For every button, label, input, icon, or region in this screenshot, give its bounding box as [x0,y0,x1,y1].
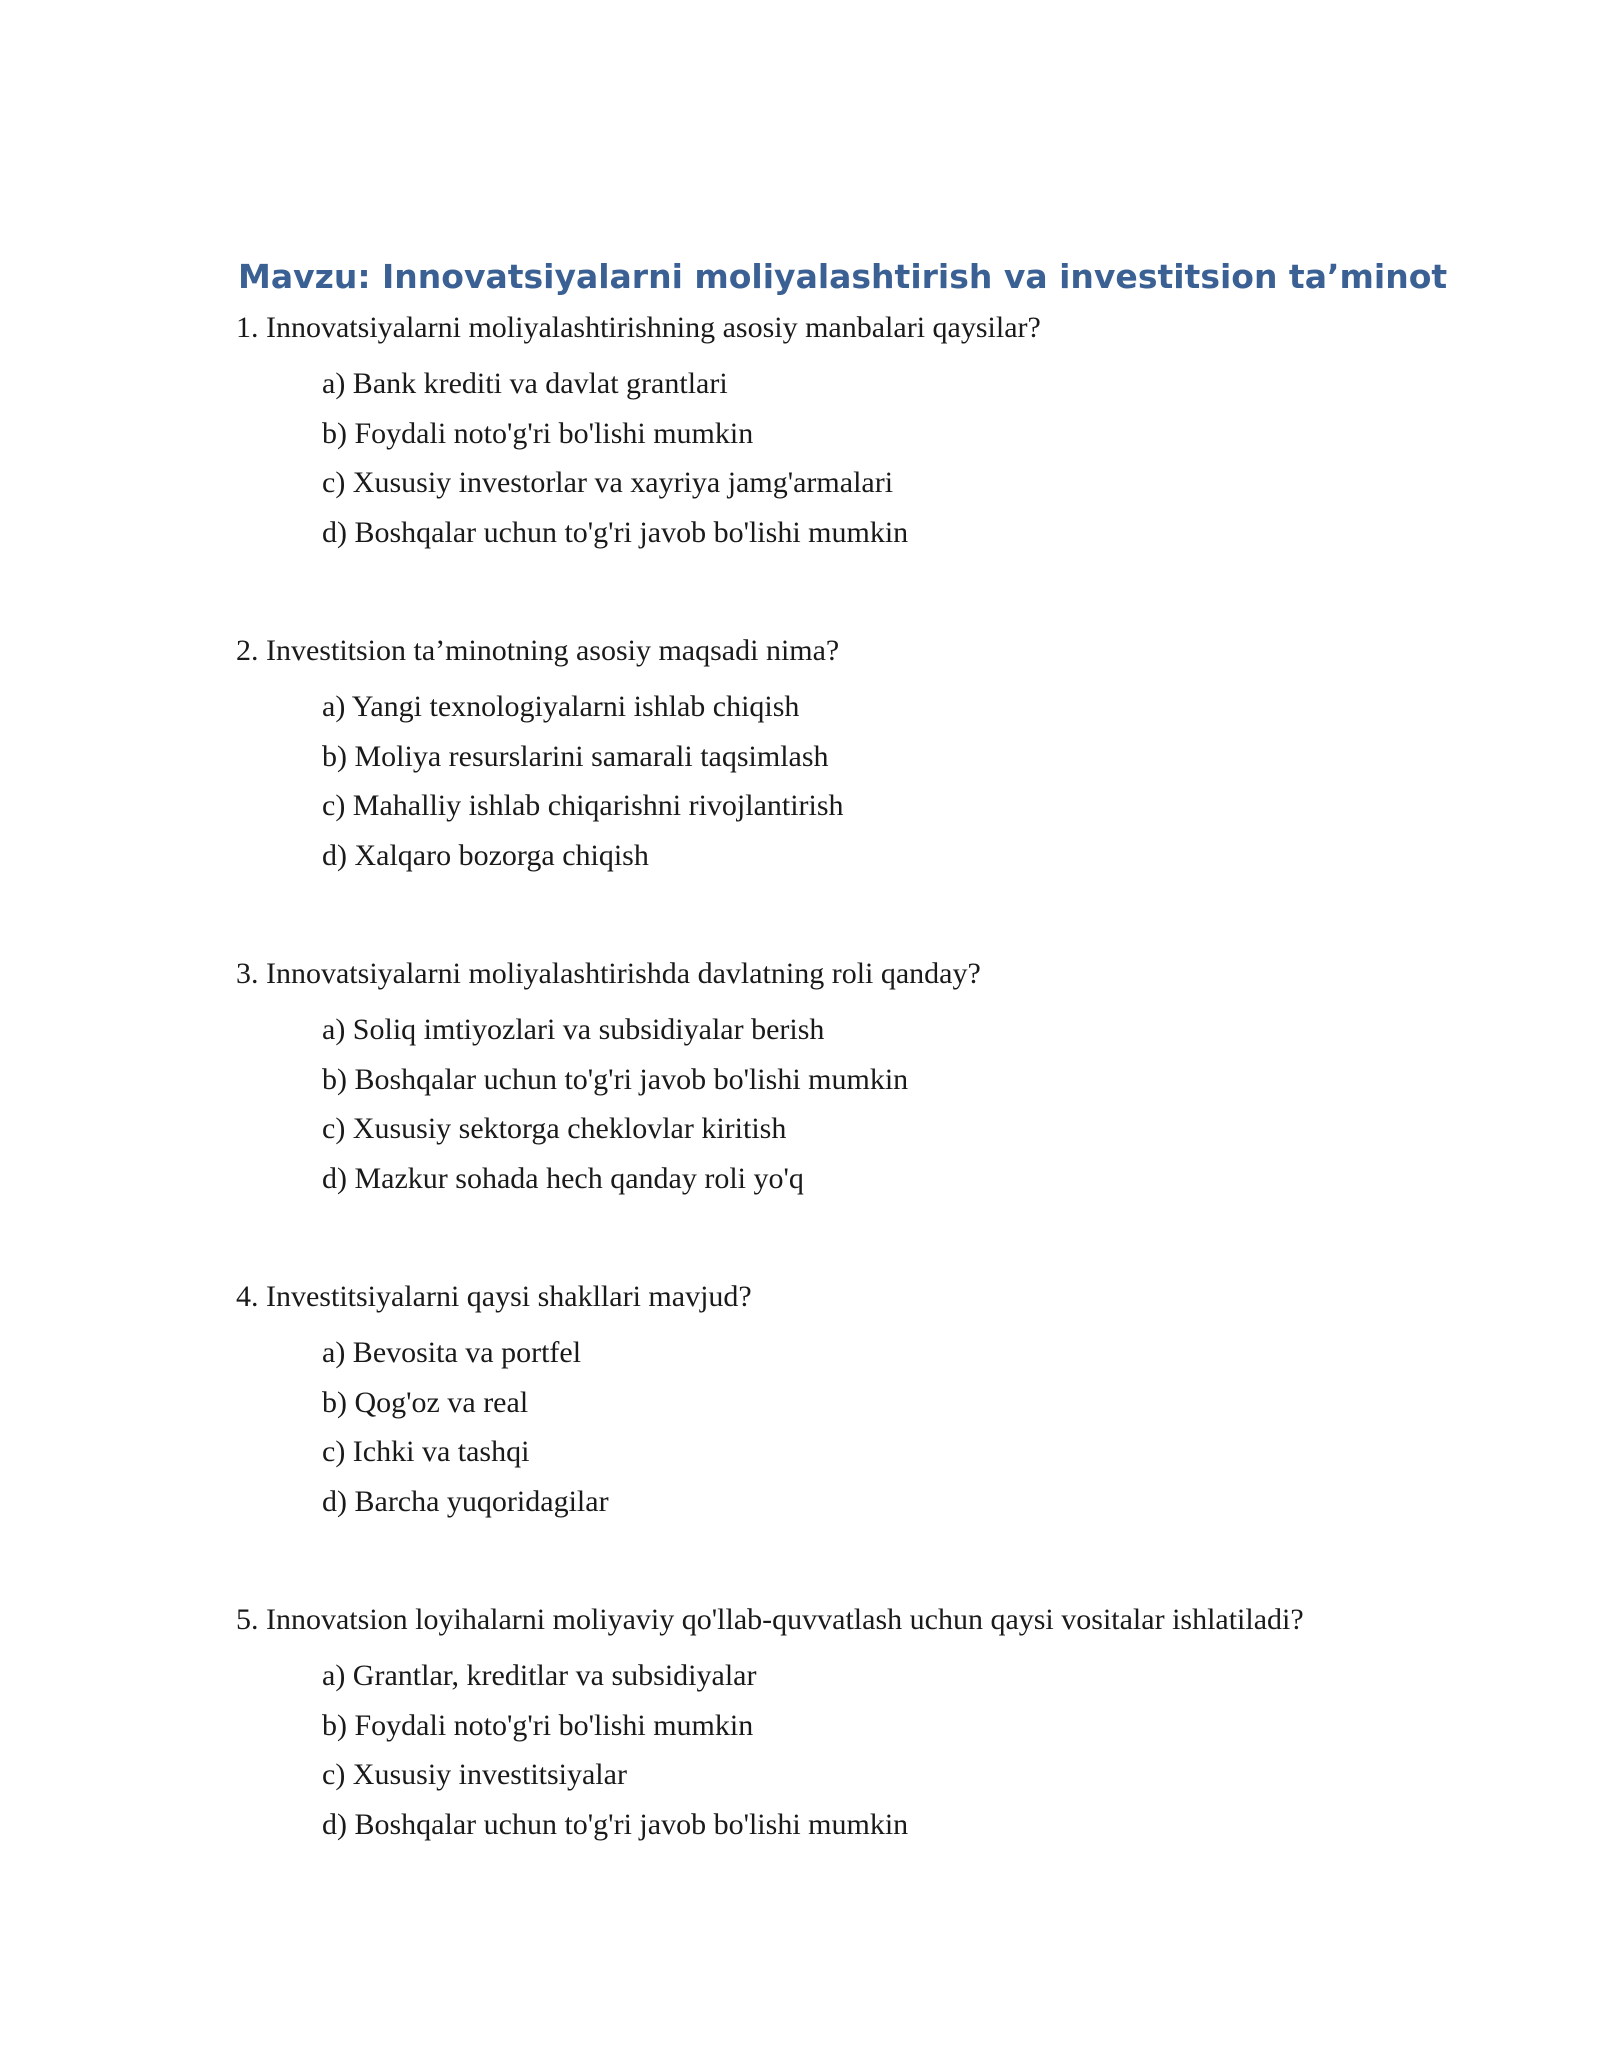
document-title: Mavzu: Innovatsiyalarni moliyalashtirish va investitsion ta’minot [238,257,1448,296]
answer-option: b) Moliya resurslarini samarali taqsimlash [322,739,829,773]
answer-option: a) Soliq imtiyozlari va subsidiyalar berish [322,1013,825,1046]
answer-options [322,1010,1516,1208]
answer-option: d) Mazkur sohada hech qanday roli yo'q [322,1161,804,1195]
answer-option: a) Yangi texnologiyalarni ishlab chiqish [322,690,800,723]
question-text: 2. Investitsion ta’minotning asosiy maqsadi nima? [236,634,840,667]
answer-option: d) Xalqaro bozorga chiqish [322,838,649,872]
answer-options [322,1656,1516,1854]
question-4 [236,1277,1516,1531]
question-3 [236,954,1516,1208]
question-text: 1. Innovatsiyalarni moliyalashtirishning asosiy manbalari qaysilar? [236,311,1041,344]
question-text: 5. Innovatsion loyihalarni moliyaviy qo'llab-quvvatlash uchun qaysi vositalar ishlatiladi? [236,1603,1304,1636]
answer-options [322,364,1516,562]
answer-option: b) Foydali noto'g'ri bo'lishi mumkin [322,1708,754,1742]
question-5 [236,1600,1516,1854]
answer-option: b) Foydali noto'g'ri bo'lishi mumkin [322,416,754,450]
answer-option: c) Xususiy investitsiyalar [322,1758,627,1791]
question-2 [236,631,1516,885]
answer-option: b) Boshqalar uchun to'g'ri javob bo'lishi mumkin [322,1062,909,1096]
question-text: 4. Investitsiyalarni qaysi shakllari mavjud? [236,1280,752,1313]
answer-option: c) Ichki va tashqi [322,1435,530,1468]
answer-options [322,1333,1516,1531]
answer-option: a) Grantlar, kreditlar va subsidiyalar [322,1659,757,1692]
question-text: 3. Innovatsiyalarni moliyalashtirishda davlatning roli qanday? [236,957,981,990]
answer-option: a) Bank krediti va davlat grantlari [322,367,728,400]
answer-option: d) Barcha yuqoridagilar [322,1484,609,1518]
answer-option: d) Boshqalar uchun to'g'ri javob bo'lishi mumkin [322,515,909,549]
answer-options [322,687,1516,885]
answer-option: b) Qog'oz va real [322,1385,529,1419]
answer-option: d) Boshqalar uchun to'g'ri javob bo'lishi mumkin [322,1807,909,1841]
answer-option: c) Xususiy sektorga cheklovlar kiritish [322,1112,787,1145]
answer-option: a) Bevosita va portfel [322,1336,582,1369]
question-1 [236,308,1516,562]
answer-option: c) Mahalliy ishlab chiqarishni rivojlantirish [322,789,844,822]
answer-option: c) Xususiy investorlar va xayriya jamg'armalari [322,466,894,499]
